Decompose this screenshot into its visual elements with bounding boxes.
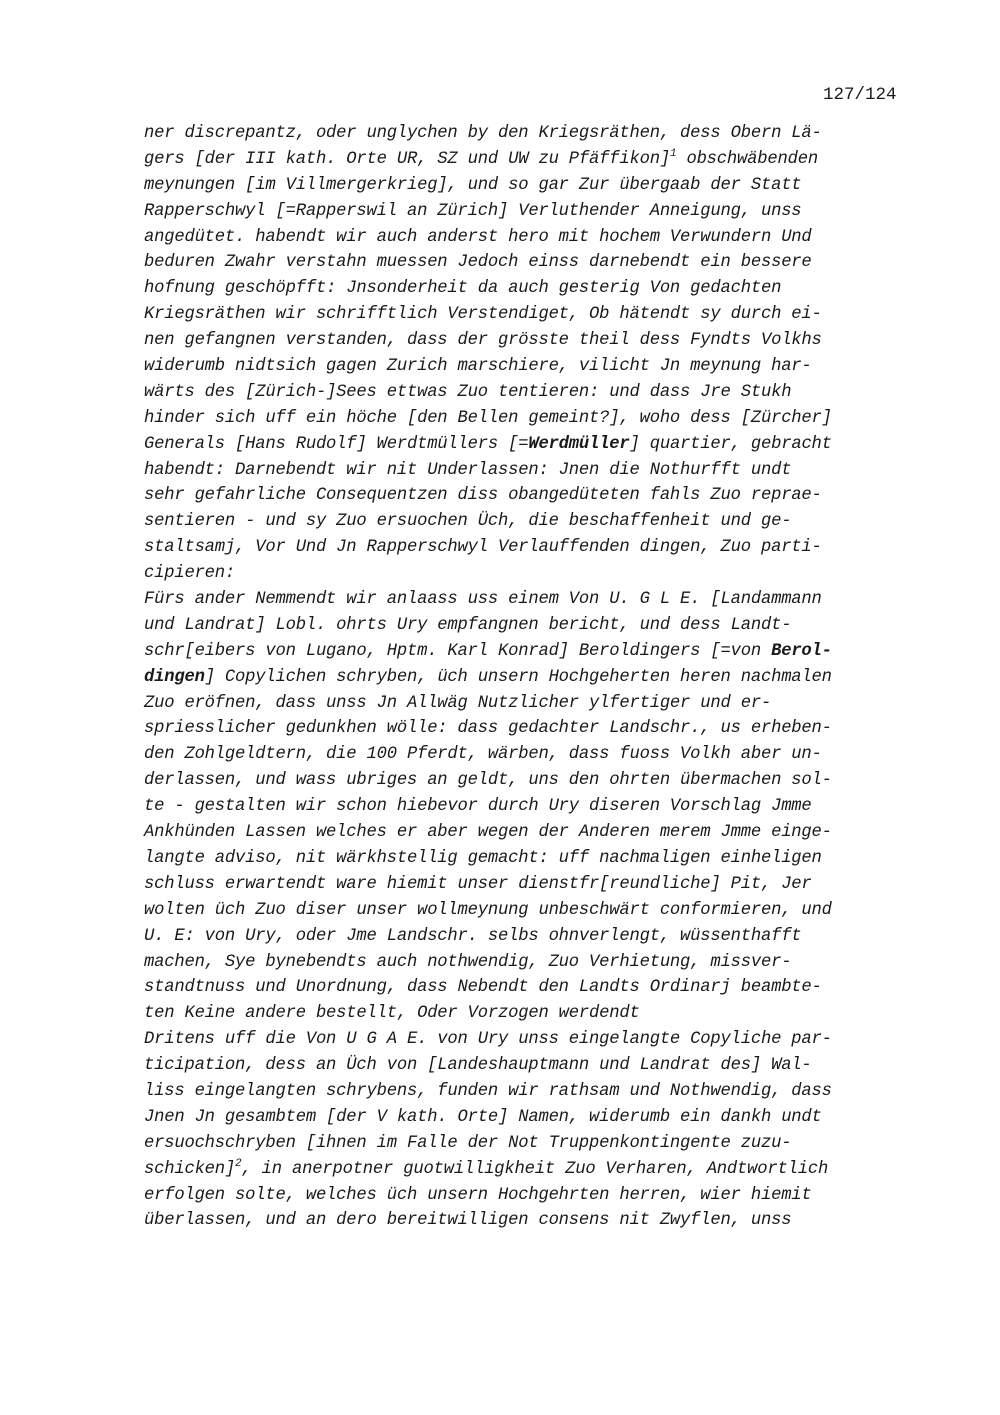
text-line: [144, 250, 924, 276]
document-body: [144, 121, 924, 1234]
text-line: [144, 458, 924, 484]
text-line: [144, 872, 924, 898]
text-line: [144, 1157, 924, 1183]
text-segment: spriesslicher gedunkhen wölle: dass gedachter Landschr., us erheben-: [144, 719, 832, 739]
text-line: [144, 121, 924, 147]
bold-name: dingen: [144, 667, 205, 687]
text-segment: habendt: Darnebendt wir nit Underlassen: Jnen die Nothurfft undt: [144, 460, 792, 480]
text-line: [144, 794, 924, 820]
text-segment: Ankhünden Lassen welches er aber wegen der Anderen merem Jmme einge-: [144, 823, 832, 843]
footnote-marker: 1: [669, 147, 677, 160]
text-line: [144, 1053, 924, 1079]
text-segment: nen gefangnen verstanden, dass der grösste theil dess Fyndts Volkhs: [144, 331, 822, 351]
text-line: [144, 691, 924, 717]
text-segment: ten Keine andere bestellt, Oder Vorzogen werdendt: [144, 1004, 640, 1024]
text-segment: Kriegsräthen wir schrifftlich Verstendiget, Ob hätendt sy durch ei-: [144, 305, 822, 325]
text-line: [144, 561, 924, 587]
text-line: [144, 742, 924, 768]
text-segment: schicken]: [144, 1159, 236, 1179]
text-segment: wärts des [Zürich-]Sees ettwas Zuo tentieren: und dass Jre Stukh: [144, 382, 792, 402]
text-line: [144, 613, 924, 639]
text-line: [144, 1183, 924, 1209]
text-segment: angedütet. habendt wir auch anderst hero mit hochem Verwundern Und: [144, 227, 812, 247]
text-line: [144, 950, 924, 976]
text-line: [144, 1105, 924, 1131]
text-segment: derlassen, und wass ubriges an geldt, uns den ohrten übermachen sol-: [144, 771, 832, 791]
text-segment: machen, Sye bynebendts auch nothwendig, Zuo Verhietung, missver-: [144, 952, 792, 972]
text-segment: gers [der III kath. Orte UR, SZ und UW zu Pfäffikon]: [144, 149, 670, 169]
text-segment: hofnung geschöpfft: Jnsonderheit da auch gesterig Von gedachten: [144, 279, 782, 299]
page-number: 127/124: [823, 85, 897, 105]
text-segment: sentieren - und sy Zuo ersuochen Üch, die beschaffenheit und ge-: [144, 512, 792, 532]
text-line: [144, 199, 924, 225]
text-line: [144, 535, 924, 561]
text-line: [144, 509, 924, 535]
text-line: [144, 846, 924, 872]
text-segment: meynungen [im Villmergerkrieg], und so gar Zur übergaab der Statt: [144, 175, 802, 195]
text-line: [144, 1208, 924, 1234]
text-segment: erfolgen solte, welches üch unsern Hochgehrten herren, wier hiemit: [144, 1185, 812, 1205]
text-segment: ] quartier, gebracht: [629, 434, 832, 454]
text-line: [144, 354, 924, 380]
text-segment: obschwäbenden: [676, 149, 818, 169]
text-segment: staltsamj, Vor Und Jn Rapperschwyl Verlauffenden dingen, Zuo parti-: [144, 538, 822, 558]
text-segment: schluss erwartendt ware hiemit unser dienstfr[reundliche] Pit, Jer: [144, 874, 812, 894]
text-segment: Generals [Hans Rudolf] Werdtmüllers [=: [144, 434, 529, 454]
text-line: [144, 639, 924, 665]
bold-name: Berol-: [771, 641, 832, 661]
bold-name: Werdmüller: [528, 434, 630, 454]
text-segment: Jnen Jn gesambtem [der V kath. Orte] Namen, widerumb ein dankh undt: [144, 1107, 822, 1127]
footnote-marker: 2: [235, 1157, 242, 1170]
text-segment: Dritens uff die Von U G A E. von Ury unss eingelangte Copyliche par-: [144, 1030, 832, 1050]
text-line: [144, 1131, 924, 1157]
text-line: [144, 147, 924, 173]
text-segment: liss eingelangten schrybens, funden wir rathsam und Nothwendig, dass: [144, 1081, 832, 1101]
text-line: [144, 768, 924, 794]
text-segment: langte adviso, nit wärkhstellig gemacht: uff nachmaligen einheligen: [144, 848, 822, 868]
text-segment: U. E: von Ury, oder Jme Landschr. selbs ohnverlengt, wüssenthafft: [144, 926, 802, 946]
text-segment: cipieren:: [144, 564, 236, 584]
text-segment: ticipation, dess an Üch von [Landeshauptmann und Landrat des] Wal-: [144, 1056, 812, 1076]
text-line: [144, 665, 924, 691]
text-line: [144, 587, 924, 613]
text-line: [144, 716, 924, 742]
text-segment: te - gestalten wir schon hiebevor durch Ury diseren Vorschlag Jmme: [144, 797, 812, 817]
text-segment: Zuo eröfnen, dass unss Jn Allwäg Nutzlicher ylfertiger und er-: [144, 693, 772, 713]
text-line: [144, 328, 924, 354]
text-line: [144, 432, 924, 458]
text-segment: sehr gefahrliche Consequentzen diss obangedüteten fahls Zuo reprae-: [144, 486, 822, 506]
text-segment: wolten üch Zuo diser unser wollmeynung unbeschwärt conformieren, und: [144, 900, 832, 920]
text-line: [144, 173, 924, 199]
text-segment: ner discrepantz, oder unglychen by den Kriegsräthen, dess Obern Lä-: [144, 124, 822, 143]
text-segment: ersuochschryben [ihnen im Falle der Not Truppenkontingente zuzu-: [144, 1133, 792, 1153]
text-segment: Rapperschwyl [=Rapperswil an Zürich] Verluthender Anneigung, unss: [144, 201, 802, 221]
text-segment: und Landrat] Lobl. ohrts Ury empfangnen bericht, und dess Landt-: [144, 615, 792, 635]
text-segment: schr[eibers von Lugano, Hptm. Karl Konrad] Beroldingers [=von: [144, 641, 772, 661]
text-line: [144, 225, 924, 251]
text-segment: , in anerpotner guotwilligkheit Zuo Verharen, Andtwortlich: [241, 1159, 829, 1179]
text-line: [144, 1079, 924, 1105]
text-segment: hinder sich uff ein höche [den Bellen gemeint?], woho dess [Zürcher]: [144, 408, 832, 428]
text-segment: beduren Zwahr verstahn muessen Jedoch einss darnebendt ein bessere: [144, 253, 812, 273]
text-segment: ] Copylichen schryben, üch unsern Hochgeherten heren nachmalen: [204, 667, 832, 687]
text-line: [144, 898, 924, 924]
text-segment: überlassen, und an dero bereitwilligen consens nit Zwyflen, unss: [144, 1211, 792, 1231]
text-line: [144, 302, 924, 328]
text-line: [144, 276, 924, 302]
text-segment: den Zohlgeldtern, die 100 Pferdt, wärben, dass fuoss Volkh aber un-: [144, 745, 822, 765]
text-line: [144, 380, 924, 406]
text-line: [144, 1027, 924, 1053]
text-segment: standtnuss und Unordnung, dass Nebendt den Landts Ordinarj beambte-: [144, 978, 822, 998]
text-line: [144, 820, 924, 846]
text-line: [144, 483, 924, 509]
text-line: [144, 1001, 924, 1027]
text-segment: widerumb nidtsich gagen Zurich marschiere, vilicht Jn meynung har-: [144, 357, 812, 377]
text-line: [144, 975, 924, 1001]
text-line: [144, 924, 924, 950]
text-segment: Fürs ander Nemmendt wir anlaass uss einem Von U. G L E. [Landammann: [144, 590, 822, 610]
text-line: [144, 406, 924, 432]
